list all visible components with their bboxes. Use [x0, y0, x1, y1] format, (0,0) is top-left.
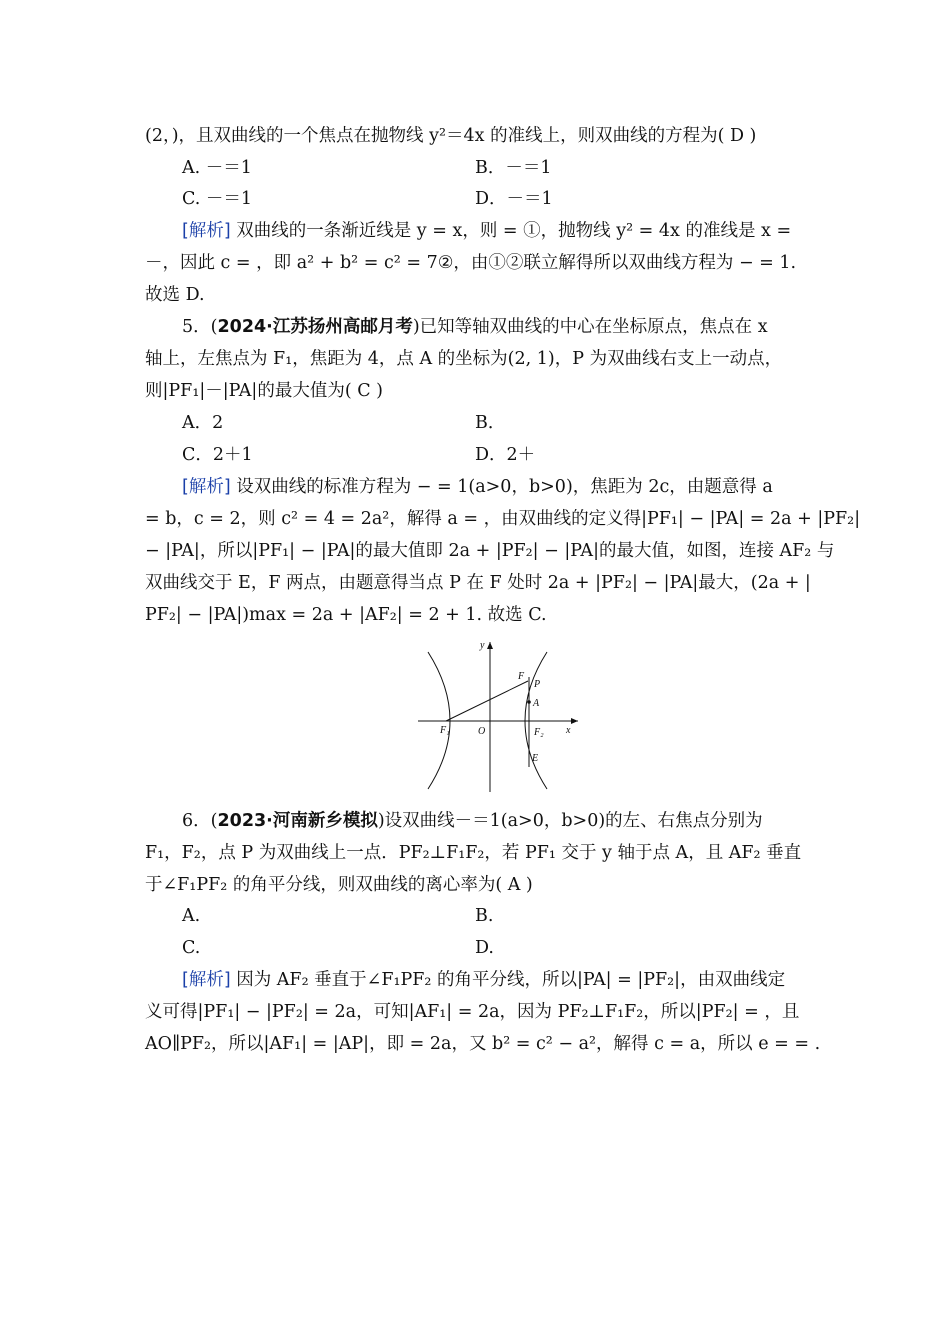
question-source: 2024·江苏扬州高邮月考: [217, 317, 413, 337]
label-p: P: [534, 679, 541, 690]
question-5-header: [182, 316, 768, 338]
question-text: )设双曲线－＝1(a>0，b>0)的左、右焦点分别为: [377, 811, 763, 831]
question-number: 5．(: [182, 317, 218, 337]
point-a: [527, 700, 531, 704]
option-c: C.: [182, 938, 201, 958]
solution-line: －，因此 c = ，即 a² + b² = c² = 7②，由①②联立解得所以双曲线方程为 − = 1.: [145, 253, 797, 273]
label-f2: F₂: [534, 727, 544, 738]
solution-text: 因为 AF₂ 垂直于∠F₁PF₂ 的角平分线，所以|PA| = |PF₂|，由双曲线定: [236, 970, 786, 990]
hyperbola-figure: [410, 637, 585, 795]
solution-text: 设双曲线的标准方程为 − = 1(a>0，b>0)，焦距为 2c，由题意得 a: [236, 477, 773, 497]
option-b: B.: [475, 906, 494, 926]
solution-text: 双曲线的一条渐近线是 y = x，则 = ①，抛物线 y² = 4x 的准线是 x =: [236, 221, 792, 241]
option-a: A.: [182, 906, 201, 926]
solution-tag: [解析]: [182, 477, 231, 497]
label-y: y: [480, 640, 485, 651]
solution-line: [182, 220, 791, 242]
x-axis-arrow: [571, 718, 578, 724]
solution-line: [182, 476, 773, 498]
question-source: 2023·河南新乡模拟: [217, 811, 378, 831]
label-a: A: [533, 698, 540, 709]
option-c: C. －＝1: [182, 189, 253, 209]
solution-line: [182, 969, 785, 991]
label-x: x: [566, 725, 571, 736]
solution-line: AO∥PF₂，所以|AF₁| = |AP|，即 = 2a，又 b² = c² − a²，解得 c = a，所以 e = = .: [145, 1034, 821, 1054]
question-number: 6．(: [182, 811, 218, 831]
solution-line: − |PA|，所以|PF₁| − |PA|的最大值即 2a + |PF₂| − |PA|的最大值，如图，连接 AF₂ 与: [145, 541, 835, 561]
option-a: A．2: [182, 413, 224, 433]
solution-line: 双曲线交于 E，F 两点，由题意得当点 P 在 F 处时 2a + |PF₂| − |PA|最大，(2a + |: [145, 573, 811, 593]
solution-tag: [解析]: [182, 221, 231, 241]
question-text: )已知等轴双曲线的中心在坐标原点，焦点在 x: [412, 317, 768, 337]
option-d: D.: [475, 938, 494, 958]
solution-line: PF₂| − |PA|)max = 2a + |AF₂| = 2 + 1. 故选 C.: [145, 605, 547, 625]
option-b: B．－＝1: [475, 158, 552, 178]
question-line: 轴上，左焦点为 F₁，焦距为 4，点 A 的坐标为(2, 1)，P 为双曲线右支上一动点，: [145, 349, 783, 369]
solution-tag: [解析]: [182, 970, 231, 990]
solution-line: = b，c = 2，则 c² = 4 = 2a²，解得 a = ，由双曲线的定义得|PF₁| − |PA| = 2a + |PF₂|: [145, 509, 861, 529]
option-d: D．－＝1: [475, 189, 553, 209]
option-a: A. －＝1: [182, 158, 252, 178]
option-d: D．2＋: [475, 445, 536, 465]
pf1-line: [446, 681, 528, 721]
y-axis-arrow: [487, 642, 493, 649]
label-f1: F₁: [440, 725, 450, 736]
option-c: C．2＋1: [182, 445, 253, 465]
solution-line: 义可得|PF₁| − |PF₂| = 2a，可知|AF₁| = 2a，因为 PF₂⊥F₁F₂，所以|PF₂| = ，且: [145, 1002, 800, 1022]
line-1: (2，)，且双曲线的一个焦点在抛物线 y²＝4x 的准线上，则双曲线的方程为( D ): [145, 126, 757, 146]
label-e: E: [532, 753, 539, 764]
question-6-header: [182, 810, 763, 832]
label-f: F: [518, 671, 525, 682]
question-line: 于∠F₁PF₂ 的角平分线，则双曲线的离心率为( A ): [145, 875, 533, 895]
option-b: B．: [475, 413, 506, 433]
label-o: O: [478, 726, 486, 737]
question-line: F₁，F₂，点 P 为双曲线上一点．PF₂⊥F₁F₂，若 PF₁ 交于 y 轴于点 A，且 AF₂ 垂直: [145, 843, 802, 863]
solution-line: 故选 D.: [145, 285, 205, 305]
question-line: 则|PF₁|－|PA|的最大值为( C ): [145, 381, 383, 401]
